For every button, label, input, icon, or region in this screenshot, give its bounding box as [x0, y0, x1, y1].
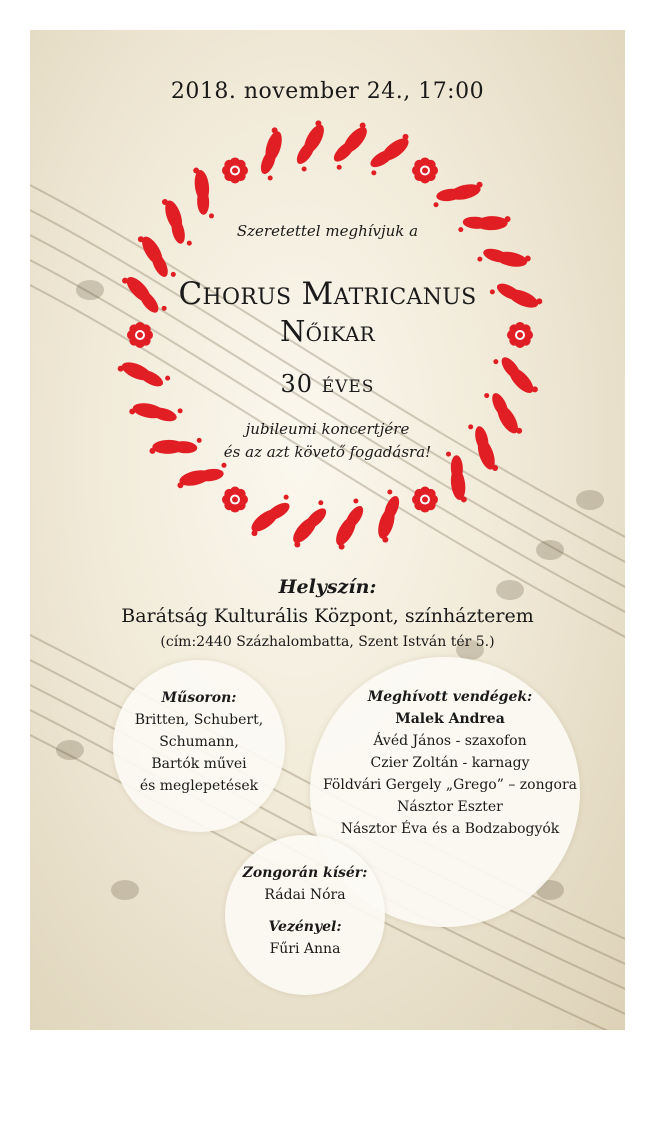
program-line: és meglepetések	[139, 778, 259, 794]
guest-line: Ávéd János - szaxofon	[373, 733, 527, 749]
conductor-label: Vezényel:	[268, 919, 342, 935]
piano-name: Rádai Nóra	[264, 887, 346, 903]
guests-block	[310, 686, 590, 840]
guest-line: Násztor Eszter	[397, 799, 503, 815]
program-line: Britten, Schubert,	[134, 712, 264, 728]
program-line: Schumann,	[159, 734, 239, 750]
choir-name: Chorus Matricanus	[178, 276, 477, 312]
guests-label: Meghívott vendégek:	[367, 689, 533, 705]
program-label: Műsoron:	[161, 690, 237, 706]
guest-line: Czier Zoltán - karnagy	[370, 755, 530, 771]
venue-name: Barátság Kulturális Központ, színházterem	[121, 605, 534, 627]
invitation-poster	[30, 30, 625, 1030]
guest-line: Násztor Éva és a Bodzabogyók	[340, 821, 560, 837]
conductor-name: Fűri Anna	[269, 941, 341, 957]
anniversary-title: 30 éves	[280, 370, 375, 398]
program-block	[113, 687, 285, 797]
venue-address: (cím:2440 Százhalombatta, Szent István tér 5.)	[160, 634, 495, 650]
program-line: Bartók művei	[151, 756, 247, 772]
concert-line-2: és az azt követő fogadásra!	[223, 443, 432, 461]
invite-intro: Szeretettel meghívjuk a	[236, 222, 419, 240]
choir-subtitle: Nőikar	[279, 314, 376, 348]
guest-lead: Malek Andrea	[395, 711, 505, 727]
venue-label: Helyszín:	[278, 576, 377, 598]
event-date: 2018. november 24., 17:00	[170, 79, 485, 104]
concert-line-1: jubileumi koncertjére	[245, 420, 410, 438]
credits-block	[225, 862, 385, 960]
piano-label: Zongorán kísér:	[242, 865, 368, 881]
guest-line: Földvári Gergely „Grego” – zongora	[322, 777, 578, 793]
